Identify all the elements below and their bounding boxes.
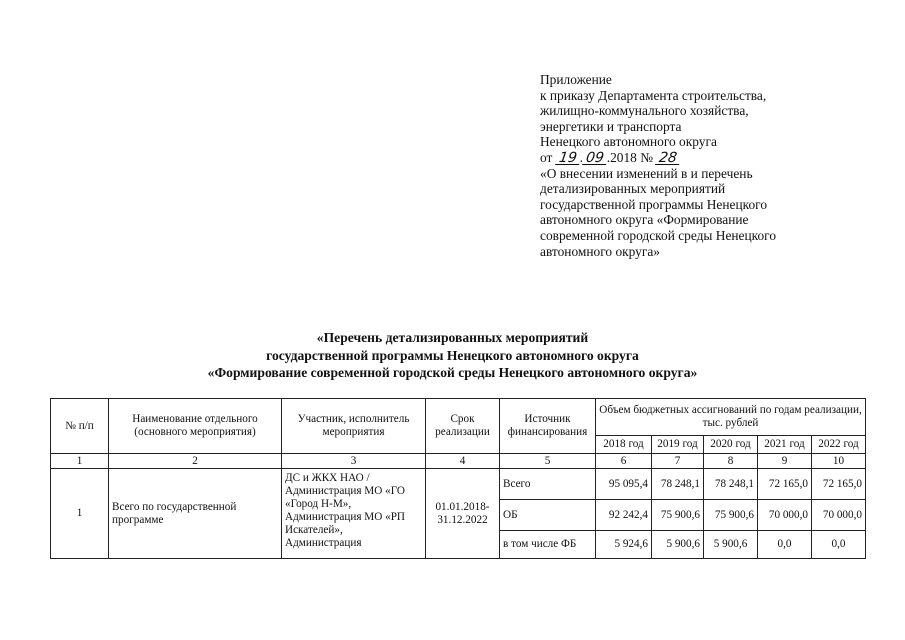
appendix-line: к приказу Департамента строительства, — [540, 87, 767, 103]
header-name: Наименование отдельного (основного мероприятия) — [109, 399, 282, 454]
title-line: «Перечень детализированных мероприятий — [316, 330, 589, 345]
value-cell: 75 900,6 — [652, 500, 704, 531]
row-term: 01.01.2018-31.12.2022 — [426, 469, 500, 559]
row-num: 1 — [51, 469, 109, 559]
subject-line: детализированных мероприятий — [540, 181, 726, 197]
title-line: «Формирование современной городской среды Ненецкого автономного округа» — [207, 365, 698, 380]
value-cell: 0,0 — [812, 531, 866, 559]
header-source: Источник финансирования — [500, 399, 596, 454]
column-number: 8 — [704, 454, 758, 469]
value-cell: 92 242,4 — [596, 500, 652, 531]
appendix-line: жилищно-коммунального хозяйства, — [540, 103, 749, 119]
column-number: 5 — [500, 454, 596, 469]
value-cell: 72 165,0 — [758, 469, 812, 500]
date-prefix: от — [540, 149, 553, 165]
row-name: Всего по государственной программе — [109, 469, 282, 559]
value-cell: 0,0 — [758, 531, 812, 559]
subject-line: «О внесении изменений в и перечень — [540, 165, 753, 181]
handwritten-day: 19 — [555, 152, 581, 165]
handwritten-month: 09 — [582, 152, 608, 165]
header-term: Срок реализации — [426, 399, 500, 454]
header-volume: Объем бюджетных ассигнований по годам реализации, тыс. рублей — [596, 399, 866, 436]
date-year: .2018 № — [606, 149, 654, 165]
column-number: 3 — [282, 454, 426, 469]
source-label: ОБ — [500, 500, 596, 531]
appendix-block — [540, 72, 860, 259]
appendix-line: Приложение — [540, 72, 612, 87]
measures-table — [50, 398, 866, 559]
order-date-line — [540, 150, 860, 166]
source-label: в том числе ФБ — [500, 531, 596, 559]
value-cell: 5 900,6 — [652, 531, 704, 559]
title-line: государственной программы Ненецкого автономного округа — [266, 347, 639, 363]
value-cell: 95 095,4 — [596, 469, 652, 500]
row-participant: ДС и ЖКХ НАО / Администрация МО «ГО «Город Н-М», Администрация МО «РП Искателей», Администрация — [282, 469, 426, 559]
header-year: 2020 год — [704, 436, 758, 454]
value-cell: 75 900,6 — [704, 500, 758, 531]
value-cell: 5 924,6 — [596, 531, 652, 559]
subject-line: государственной программы Ненецкого — [540, 196, 768, 212]
date-separator: . — [579, 149, 583, 165]
subject-line: автономного округа «Формирование — [540, 212, 749, 228]
column-number: 6 — [596, 454, 652, 469]
handwritten-order-number: 28 — [655, 152, 681, 165]
table-row — [51, 469, 866, 500]
header-num: № п/п — [51, 399, 109, 454]
column-number: 10 — [812, 454, 866, 469]
document-title — [0, 329, 905, 382]
appendix-line: Ненецкого автономного округа — [540, 134, 717, 150]
header-year: 2022 год — [812, 436, 866, 454]
column-number: 9 — [758, 454, 812, 469]
header-year: 2019 год — [652, 436, 704, 454]
header-year: 2018 год — [596, 436, 652, 454]
column-number: 7 — [652, 454, 704, 469]
column-number: 2 — [109, 454, 282, 469]
subject-line: современной городской среды Ненецкого — [540, 227, 777, 243]
appendix-line: энергетики и транспорта — [540, 118, 682, 134]
value-cell: 78 248,1 — [652, 469, 704, 500]
column-number: 4 — [426, 454, 500, 469]
subject-line: автономного округа» — [540, 243, 660, 259]
source-label: Всего — [500, 469, 596, 500]
header-participant: Участник, исполнитель мероприятия — [282, 399, 426, 454]
column-number: 1 — [51, 454, 109, 469]
value-cell: 78 248,1 — [704, 469, 758, 500]
value-cell: 72 165,0 — [812, 469, 866, 500]
value-cell: 5 900,6 — [704, 531, 758, 559]
value-cell: 70 000,0 — [758, 500, 812, 531]
value-cell: 70 000,0 — [812, 500, 866, 531]
header-year: 2021 год — [758, 436, 812, 454]
